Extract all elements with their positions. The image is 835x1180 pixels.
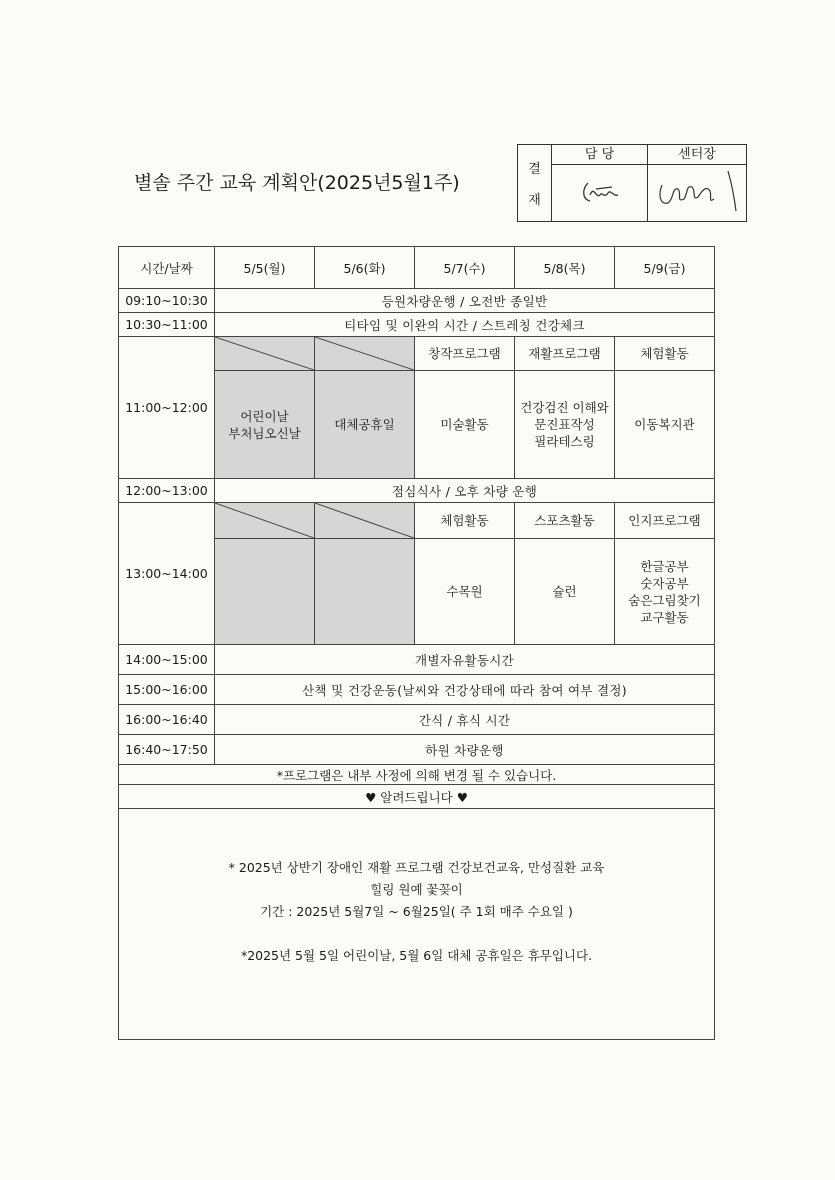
- schedule-activity: 등원차량운행 / 오전반 종일반: [215, 289, 715, 313]
- header-day-fri: 5/9(금): [615, 247, 715, 289]
- manager-signature: [552, 165, 648, 222]
- time-cell: 15:00~16:00: [119, 675, 215, 705]
- schedule-activity: 하원 차량운행: [215, 735, 715, 765]
- approval-col-director: 센터장: [648, 145, 747, 165]
- header-time-label: 시간/날짜: [119, 247, 215, 289]
- approval-label: 결 재: [518, 145, 552, 222]
- program-category: 재활프로그램: [515, 337, 615, 371]
- header-day-wed: 5/7(수): [415, 247, 515, 289]
- time-cell: 16:40~17:50: [119, 735, 215, 765]
- time-cell: 16:00~16:40: [119, 705, 215, 735]
- holiday-diagonal-cell: [315, 337, 415, 371]
- weekly-schedule-table: [118, 246, 715, 1040]
- header-day-tue: 5/6(화): [315, 247, 415, 289]
- notice-title: ♥ 알려드립니다 ♥: [119, 785, 715, 809]
- approval-box: [517, 144, 747, 222]
- program-activity: 건강검진 이해와 문진표작성 필라테스링: [515, 371, 615, 479]
- time-cell: 10:30~11:00: [119, 313, 215, 337]
- time-cell: 11:00~12:00: [119, 337, 215, 479]
- holiday-cell: [315, 539, 415, 645]
- holiday-cell: 대체공휴일: [315, 371, 415, 479]
- program-change-note: *프로그램은 내부 사정에 의해 변경 될 수 있습니다.: [119, 765, 715, 785]
- schedule-activity: 점심식사 / 오후 차량 운행: [215, 479, 715, 503]
- schedule-activity: 간식 / 휴식 시간: [215, 705, 715, 735]
- holiday-diagonal-cell: [215, 337, 315, 371]
- program-activity: 한글공부 숫자공부 숨은그림찾기 교구활동: [615, 539, 715, 645]
- document-title: 별솔 주간 교육 계획안(2025년5월1주): [134, 172, 460, 194]
- announcement-line: *2025년 5월 5일 어린이날, 5월 6일 대체 공휴일은 휴무입니다.: [240, 948, 593, 963]
- program-activity: 슐런: [515, 539, 615, 645]
- holiday-cell: [215, 539, 315, 645]
- time-cell: 13:00~14:00: [119, 503, 215, 645]
- schedule-activity: 산책 및 건강운동(날씨와 건강상태에 따라 참여 여부 결정): [215, 675, 715, 705]
- announcement-line: * 2025년 상반기 장애인 재활 프로그램 건강보건교육, 만성질환 교육: [228, 860, 605, 875]
- program-category: 창작프로그램: [415, 337, 515, 371]
- time-cell: 14:00~15:00: [119, 645, 215, 675]
- program-category: 스포츠활동: [515, 503, 615, 539]
- program-category: 체험활동: [615, 337, 715, 371]
- header-day-thu: 5/8(목): [515, 247, 615, 289]
- schedule-activity: 개별자유활동시간: [215, 645, 715, 675]
- director-signature: [648, 165, 747, 222]
- time-cell: 09:10~10:30: [119, 289, 215, 313]
- header-day-mon: 5/5(월): [215, 247, 315, 289]
- program-activity: 미술활동: [415, 371, 515, 479]
- approval-col-manager: 담 당: [552, 145, 648, 165]
- time-cell: 12:00~13:00: [119, 479, 215, 503]
- program-activity: 수목원: [415, 539, 515, 645]
- program-category: 인지프로그램: [615, 503, 715, 539]
- program-activity: 이동복지관: [615, 371, 715, 479]
- program-category: 체험활동: [415, 503, 515, 539]
- schedule-activity: 티타임 및 이완의 시간 / 스트레칭 건강체크: [215, 313, 715, 337]
- announcement-line: 기간 : 2025년 5월7일 ~ 6월25일( 주 1회 매주 수요일 ): [260, 904, 573, 919]
- holiday-cell: 어린이날 부처님오신날: [215, 371, 315, 479]
- holiday-diagonal-cell: [215, 503, 315, 539]
- holiday-diagonal-cell: [315, 503, 415, 539]
- announcement-line: 힐링 원예 꽃꽂이: [370, 882, 463, 897]
- announcement-panel: [119, 809, 715, 1040]
